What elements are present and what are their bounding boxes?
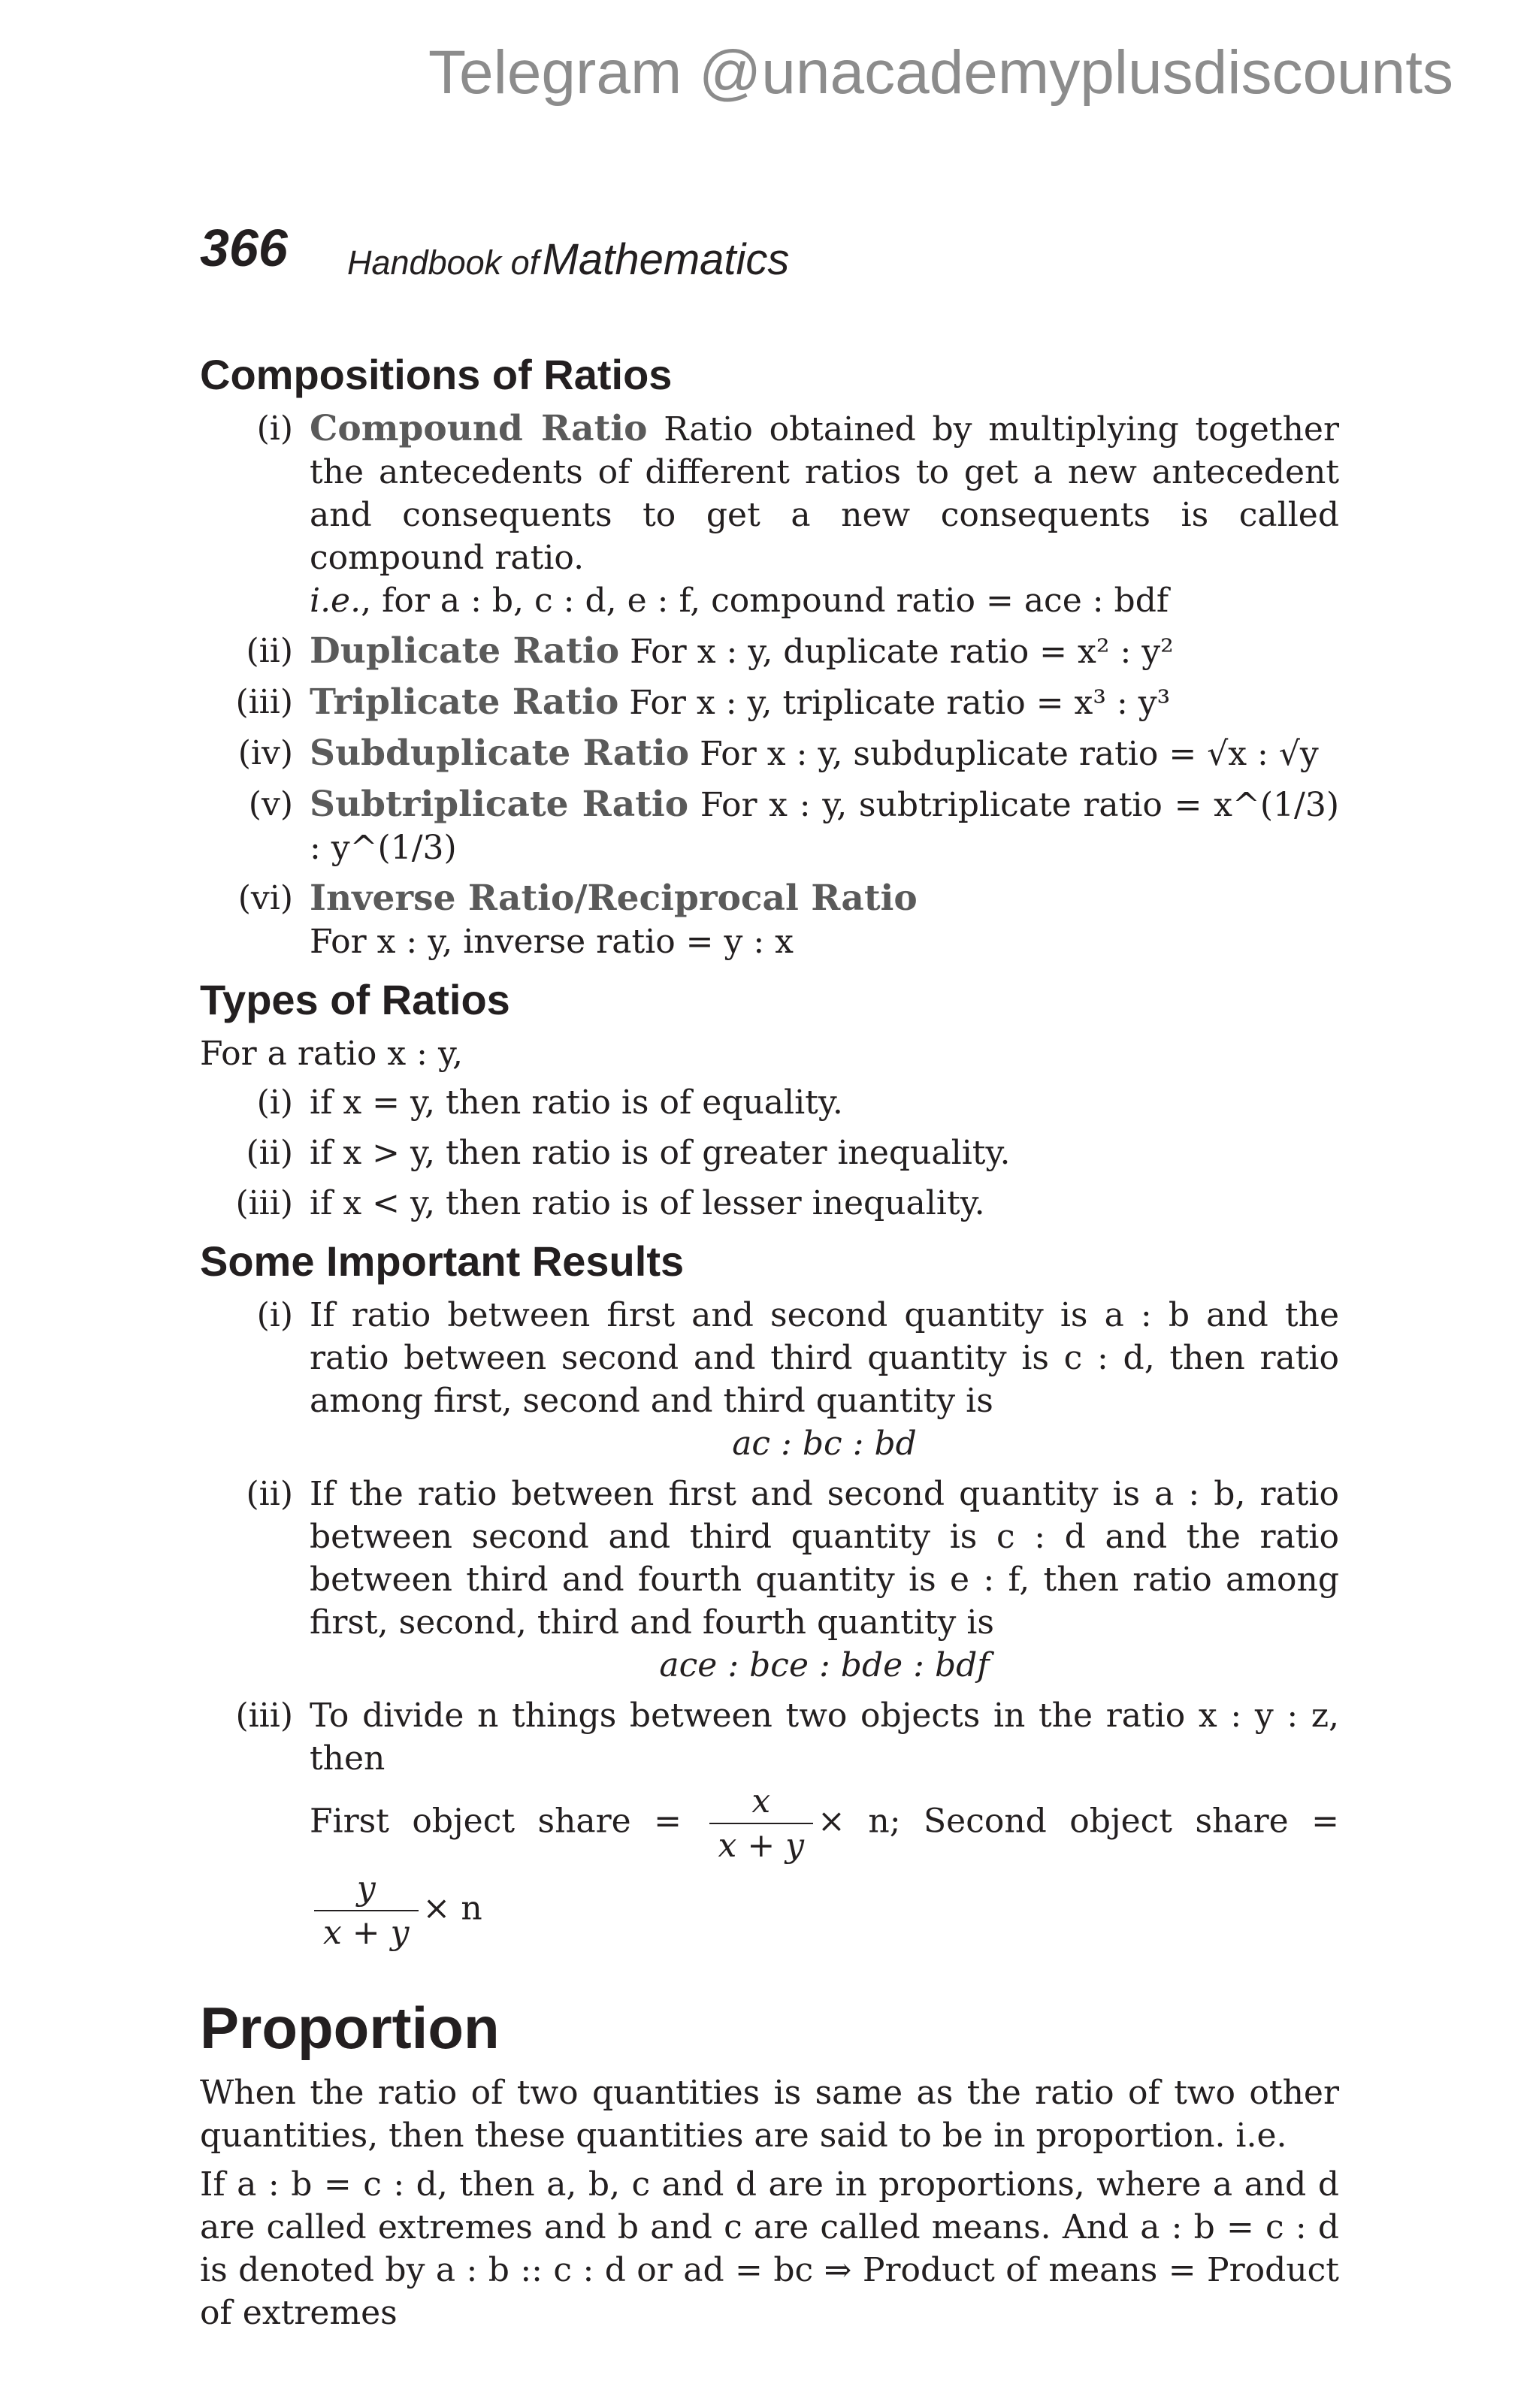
list-item [200,783,1339,869]
list-item [200,1131,1339,1174]
item-number: (iii) [235,683,293,721]
formula-four-ratio: ace : bce : bde : bdf [659,1646,990,1684]
item-text: For x : y, subtriplicate ratio = x^(1/3) : y^(1/3) [310,786,1339,867]
watermark-text: Telegram @unacademyplusdiscounts [428,38,1454,107]
term-subtriplicate-ratio: Subtriplicate Ratio [310,784,689,825]
list-item [200,407,1339,622]
list-item [200,1182,1339,1225]
list-item [200,630,1339,673]
book-title-subject: Mathematics [542,235,790,284]
list-item [200,1473,1339,1687]
item-number: (ii) [246,1475,293,1513]
fraction-denominator: x + y [323,1914,410,1952]
term-compound-ratio: Compound Ratio [310,408,648,449]
fraction-second-share [314,1867,419,1954]
ie-abbrev: i.e. [310,582,361,620]
item-text: For x : y, duplicate ratio = x² : y² [630,633,1174,671]
item-text: if x = y, then ratio is of equality. [310,1083,843,1122]
item-text: To divide n things between two objects in the ratio x : y : z, then [310,1696,1339,1778]
item-number: (iii) [235,1184,293,1222]
list-item [200,877,1339,963]
term-subduplicate-ratio: Subduplicate Ratio [310,733,690,774]
fraction-first-share [709,1780,814,1867]
book-title-prefix: Handbook of [347,243,540,282]
fraction-denominator: x + y [718,1826,805,1865]
item-text: For x : y, subduplicate ratio = √x : √y [700,735,1319,773]
item-text: For x : y, inverse ratio = y : x [310,923,794,961]
item-text: If the ratio between first and second quantity is a : b, ratio between second and third quantity is c : d and the ratio between third and fourth quantity is e : f, then ratio among first, second, third and fourth quantity is [310,1475,1339,1642]
book-title [347,234,789,285]
section-heading-proportion: Proportion [200,1995,500,2061]
term-inverse-ratio: Inverse Ratio/Reciprocal Ratio [310,878,918,919]
proportion-paragraph-1: When the ratio of two quantities is same as the ratio of two other quantities, then these quantities are said to be in proportion. i.e. [200,2074,1339,2155]
item-number: (iv) [237,734,293,772]
item-text: If ratio between first and second quantity is a : b and the ratio between second and third quantity is c : d, then ratio among first, second and third quantity is [310,1296,1339,1420]
item-number: (iii) [235,1696,293,1735]
times-n: × n [818,1802,890,1841]
term-triplicate-ratio: Triplicate Ratio [310,681,619,723]
item-number: (i) [256,1083,293,1122]
proportion-paragraph-2: If a : b = c : d, then a, b, c and d are in proportions, where a and d are called extremes and b and c are called means. And a : b = c : d is denoted by a : b :: c : d or ad = bc ⇒ Product of means = Product of extremes [200,2165,1339,2332]
list-item [200,681,1339,724]
page-number: 366 [200,219,288,277]
section-heading-results: Some Important Results [200,1237,685,1285]
second-share-label: ; Second object share = [889,1802,1339,1841]
item-example: , for a : b, c : d, e : f, compound ratio = ace : bdf [361,582,1169,620]
item-text: For x : y, triplicate ratio = x³ : y³ [629,684,1171,722]
item-number: (i) [256,409,293,448]
first-share-label: First object share = [310,1802,682,1841]
list-item [200,1694,1339,1954]
item-text: if x > y, then ratio is of greater inequality. [310,1134,1011,1172]
formula-three-ratio: ac : bc : bd [732,1425,917,1463]
item-text: if x < y, then ratio is of lesser inequality. [310,1184,985,1222]
fraction-numerator: y [314,1867,419,1911]
item-number: (v) [248,785,293,823]
term-duplicate-ratio: Duplicate Ratio [310,630,620,672]
types-intro: For a ratio x : y, [200,1035,463,1073]
list-item [200,1081,1339,1124]
section-heading-compositions: Compositions of Ratios [200,351,673,398]
list-item [200,732,1339,775]
item-number: (vi) [237,879,293,917]
page-content [200,338,1339,2340]
item-text: Ratio obtained by multiplying together the antecedents of different ratios to get a new antecedent and consequents to get a new consequents is called compound ratio. [310,410,1339,577]
fraction-numerator: x [709,1780,814,1824]
times-n: × n [422,1889,482,1928]
section-heading-types: Types of Ratios [200,976,510,1023]
list-item [200,1294,1339,1465]
item-number: (i) [256,1296,293,1334]
item-number: (ii) [246,632,293,670]
item-number: (ii) [246,1134,293,1172]
